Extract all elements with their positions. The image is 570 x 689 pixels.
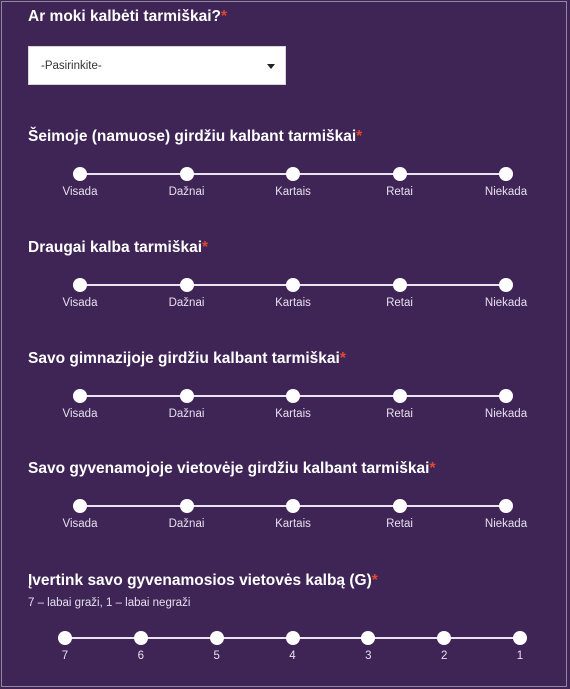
scale-option-label: 2 [440, 650, 448, 662]
radio-button[interactable] [73, 278, 87, 292]
family-dialect-scale [62, 168, 528, 208]
scale-option-label: 5 [213, 650, 220, 662]
required-mark: * [371, 572, 378, 589]
scale-option-label: Kartais [275, 297, 311, 309]
radio-button[interactable] [513, 631, 527, 645]
question-locality-dialect-title: Savo gyvenamojoje vietovėje girdžiu kalbant tarmiškai* [28, 460, 436, 477]
required-mark: * [202, 239, 209, 256]
question-family-dialect-title: Šeimoje (namuose) girdžiu kalbant tarmiškai* [28, 128, 363, 145]
question-friends-dialect-title: Draugai kalba tarmiškai* [28, 239, 209, 256]
scale-option-label: Dažnai [168, 518, 205, 530]
select-value: -Pasirinkite- [41, 60, 102, 72]
locality-dialect-scale [62, 500, 528, 540]
radio-button[interactable] [73, 167, 87, 181]
gymnasium-dialect-scale [62, 390, 528, 430]
scale-option-label: Dažnai [168, 408, 205, 420]
radio-button[interactable] [73, 389, 87, 403]
scale-option-label: Niekada [484, 518, 528, 530]
scale-option-label: Dažnai [168, 186, 205, 198]
radio-button[interactable] [499, 389, 513, 403]
radio-button[interactable] [393, 167, 407, 181]
radio-button[interactable] [73, 499, 87, 513]
radio-button[interactable] [58, 631, 72, 645]
scale-option-label: 4 [289, 650, 296, 662]
scale-option-label: Niekada [484, 186, 528, 198]
radio-button[interactable] [437, 631, 451, 645]
scale-option-label: Visada [62, 408, 98, 420]
speak-dialect-select[interactable] [28, 46, 286, 85]
locality-language-rating-scale [61, 632, 524, 672]
radio-button[interactable] [499, 499, 513, 513]
radio-button[interactable] [210, 631, 224, 645]
radio-button[interactable] [180, 389, 194, 403]
scale-option-label: Retai [386, 186, 413, 198]
scale-option-label: Visada [62, 186, 98, 198]
scale-option-label: Kartais [275, 408, 311, 420]
radio-button[interactable] [180, 278, 194, 292]
radio-button[interactable] [134, 631, 148, 645]
friends-dialect-scale [62, 279, 528, 319]
scale-option-label: Visada [62, 518, 98, 530]
question-speak-dialect-title: Ar moki kalbėti tarmiškai?* [28, 8, 228, 25]
radio-button[interactable] [286, 631, 300, 645]
scale-option-label: 6 [137, 650, 145, 662]
radio-button[interactable] [286, 167, 300, 181]
scale-option-label: 1 [516, 650, 524, 662]
scale-option-label: Niekada [484, 408, 528, 420]
scale-option-label: Kartais [275, 518, 311, 530]
scale-option-label: Retai [386, 297, 413, 309]
radio-button[interactable] [361, 631, 375, 645]
scale-option-label: Kartais [275, 186, 311, 198]
radio-button[interactable] [393, 278, 407, 292]
scale-option-label: Dažnai [168, 297, 205, 309]
radio-button[interactable] [286, 278, 300, 292]
radio-button[interactable] [180, 499, 194, 513]
scale-option-label: 3 [365, 650, 372, 662]
required-mark: * [429, 460, 436, 477]
question-gymnasium-dialect-title: Savo gimnazijoje girdžiu kalbant tarmiškai* [28, 350, 346, 367]
scale-option-label: Retai [386, 408, 413, 420]
required-mark: * [220, 8, 228, 25]
required-mark: * [339, 350, 346, 367]
rating-scale-hint: 7 – labai graži, 1 – labai negraži [28, 597, 191, 609]
chevron-down-icon [267, 64, 275, 69]
radio-button[interactable] [180, 167, 194, 181]
radio-button[interactable] [286, 499, 300, 513]
scale-option-label: Visada [62, 297, 98, 309]
radio-button[interactable] [499, 278, 513, 292]
radio-button[interactable] [499, 167, 513, 181]
radio-button[interactable] [286, 389, 300, 403]
scale-option-label: Niekada [484, 297, 528, 309]
question-locality-language-rating-title: Įvertink savo gyvenamosios vietovės kalbą (G)* [28, 572, 378, 589]
required-mark: * [356, 128, 363, 145]
radio-button[interactable] [393, 389, 407, 403]
scale-option-label: 7 [61, 650, 69, 662]
radio-button[interactable] [393, 499, 407, 513]
scale-option-label: Retai [386, 518, 413, 530]
